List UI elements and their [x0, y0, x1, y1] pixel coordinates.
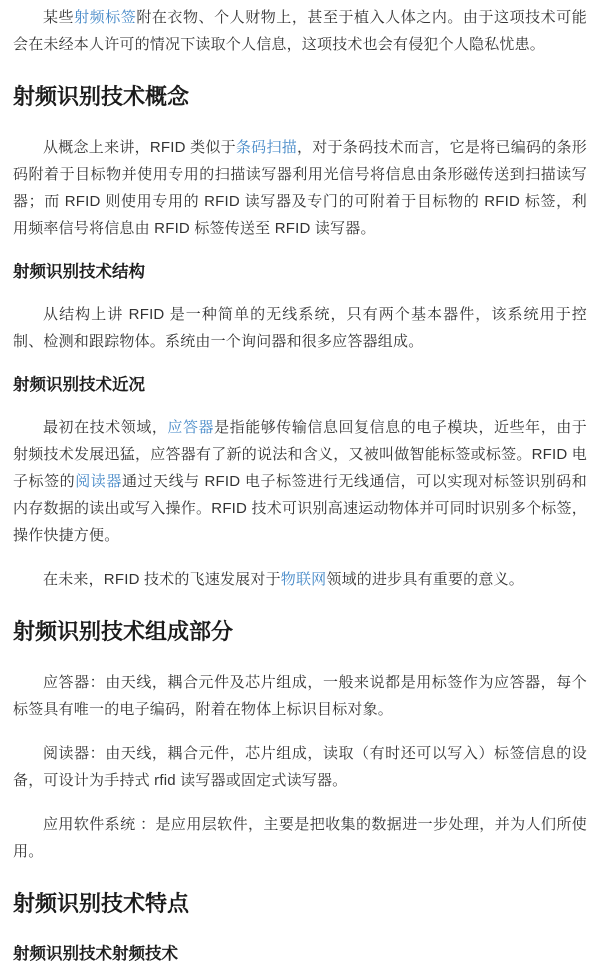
text-run: 应用软件系统 ：是应用层软件，主要是把收集的数据进一步处理，并为人们所使用。: [13, 816, 587, 860]
text-run: 是指能够传输信息回复信息的电子模块，近些年，由于射频技术发展迅猛，应答器有了新的说法和含义，又被叫做智能标签或标签。RFID 电子标签的: [13, 419, 587, 490]
paragraph: [13, 811, 587, 865]
text-run: 附在衣物、个人财物上，甚至于植入人体之内。由于这项技术可能会在未经本人许可的情况下读取个人信息，这项技术也会有侵犯个人隐私忧患。: [13, 9, 587, 53]
paragraph: [13, 134, 587, 242]
inline-link[interactable]: 物联网: [280, 571, 327, 588]
text-run: 领域的进步具有重要的意义。: [326, 571, 524, 588]
text-run: 从结构上讲 RFID 是一种简单的无线系统，只有两个基本器件，该系统用于控制、检测和跟踪物体。系统由一个询问器和很多应答器组成。: [13, 306, 587, 350]
paragraph: [13, 566, 587, 593]
paragraph: [13, 301, 587, 355]
inline-link[interactable]: 条码扫描: [235, 139, 297, 156]
inline-link[interactable]: 射频标签: [74, 9, 137, 26]
subsection-heading: 射频识别技术结构: [13, 263, 145, 281]
text-run: 从概念上来讲，RFID 类似于: [43, 139, 236, 156]
text-run: 最初在技术领域，: [43, 419, 168, 436]
text-run: 在未来，RFID 技术的飞速发展对于: [43, 571, 281, 588]
paragraph: [13, 669, 587, 723]
text-run: 通过天线与 RFID 电子标签进行无线通信，可以实现对标签识别码和内存数据的读出或写入操作。RFID 技术可识别高速运动物体并可同时识别多个标签，操作快捷方便。: [13, 473, 587, 544]
section-heading: 射频识别技术特点: [13, 891, 190, 916]
paragraph: [13, 740, 587, 794]
text-run: 应答器：由天线，耦合元件及芯片组成，一般来说都是用标签作为应答器，每个标签具有唯一的电子编码，附着在物体上标识目标对象。: [13, 674, 587, 718]
paragraph: [13, 414, 587, 549]
section-heading: 射频识别技术概念: [13, 84, 190, 109]
subsection-heading: 射频识别技术射频技术: [13, 945, 178, 963]
inline-link[interactable]: 应答器: [167, 419, 215, 436]
text-run: ，对于条码技术而言，它是将已编码的条形码附着于目标物并使用专用的扫描读写器利用光信号将信息由条形磁传送到扫描读写器；而 RFID 则使用专用的 RFID 读写器及专门的可附着于目标物的 RFID 标签，利用频率信号将信息由 RFID 标签传送至 RFID 读写器。: [13, 139, 587, 237]
text-run: 某些: [43, 9, 75, 26]
subsection-heading: 射频识别技术近况: [13, 376, 145, 394]
paragraph: [13, 4, 587, 58]
section-heading: 射频识别技术组成部分: [13, 619, 234, 644]
inline-link[interactable]: 阅读器: [75, 473, 122, 490]
text-run: 阅读器：由天线，耦合元件，芯片组成，读取（有时还可以写入）标签信息的设备，可设计为手持式 rfid 读写器或固定式读写器。: [13, 745, 587, 789]
